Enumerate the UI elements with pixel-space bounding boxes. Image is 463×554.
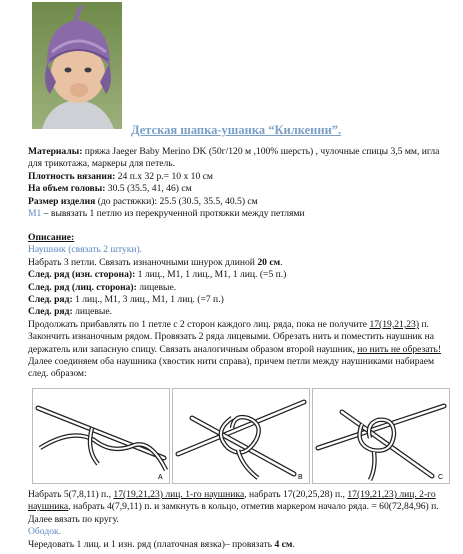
cast-on-length: 20 см — [257, 256, 281, 268]
illustration-b — [172, 388, 310, 484]
row3-line — [28, 294, 446, 306]
row1-label: След. ряд (изн. сторона): — [28, 269, 136, 281]
para3-earflap2: 17(19,21,23) лиц. 2-го наушника — [28, 489, 436, 513]
rim-end: . — [292, 538, 295, 550]
earflap-heading: Наушник (связать 2 штуки). — [28, 244, 143, 256]
m1-label: М1 — [28, 208, 42, 220]
illustration-a — [32, 388, 170, 484]
rim-length: 4 см — [274, 538, 293, 550]
density-line — [28, 171, 446, 183]
cast-on-line — [28, 257, 446, 269]
page-title: Детская шапка-ушанка “Килкенни”. — [131, 123, 342, 137]
row4-label: След. ряд: — [28, 306, 73, 318]
finished-size-line — [28, 196, 446, 208]
head-size-line — [28, 183, 446, 195]
baby-hat-photo — [32, 2, 122, 129]
description-section — [28, 232, 446, 381]
para3-text-a: Набрать 5(7,8,11) п., — [28, 489, 114, 500]
para1-count: 17(19,21,23) — [369, 318, 420, 330]
illustration-b-label: B — [298, 474, 303, 481]
cast-on-end: . — [280, 256, 283, 268]
illustration-a-label: A — [158, 474, 163, 481]
materials-line — [28, 146, 446, 171]
density-label: Плотность вязания: — [28, 170, 116, 182]
row4-text: лицевые. — [72, 306, 113, 318]
materials-text: пряжа Jaeger Baby Merino DK (50г/120 м ,100% шерсть) , чулочные спицы 3,5 мм, игла для трикотажа, маркеры для петель. — [28, 146, 440, 170]
rim-line — [28, 539, 446, 551]
para3-earflap1: 17(19,21,23) лиц. 1-го наушника — [113, 489, 245, 500]
row2-text: лицевые. — [136, 281, 177, 293]
illustration-c — [312, 388, 450, 484]
cast-on-illustrations — [32, 388, 450, 484]
cast-on-text: Набрать 3 петли. Связать изнаночными шнурок длиной — [28, 256, 258, 268]
bottom-section — [28, 489, 446, 551]
para1-text-c: п. Закончить изнаночным рядом. Провязать 2 ряда лицевыми. Обрезать нить и поместить наушник на держатель или запасную спицу. Связать аналогичным образом второй наушник, — [28, 318, 435, 355]
para3-text-c: , набрать 17(20,25,28) п., — [244, 489, 348, 500]
row2-line — [28, 282, 446, 294]
cast-on-join-paragraph — [28, 489, 446, 526]
row1-line — [28, 269, 446, 281]
join-paragraph: Далее соединяем оба наушника (хвостик нити справа), причем петли между наушниками набираем след. образом: — [28, 356, 435, 380]
materials-label: Материалы: — [28, 146, 83, 157]
head-size-text: 30.5 (35.5, 41, 46) см — [105, 183, 192, 195]
description-heading: Описание: — [28, 232, 75, 243]
para3-text-e: , набрать 4(7,9,11) п. и замкнуть в кольцо, отметив маркером начало ряда. = 60(72,84,96) п. Далее вязать по кругу. — [28, 501, 439, 525]
m1-line — [28, 208, 446, 220]
row3-label: След. ряд: — [28, 294, 73, 306]
materials-section — [28, 146, 446, 220]
head-size-label: На объем головы: — [28, 183, 106, 195]
density-text: 24 п.х 32 р.= 10 х 10 см — [115, 170, 213, 182]
para1-warning: но нить не обрезать! — [357, 343, 442, 355]
illustration-c-label: C — [438, 474, 444, 481]
finished-size-label: Размер изделия — [28, 195, 96, 207]
para1-text-a: Продолжать прибавлять по 1 петле с 2 сторон каждого лиц. ряда, пока не получите — [28, 318, 370, 330]
row3-text: 1 лиц., М1, 3 лиц., М1, 1 лиц. (=7 п.) — [72, 294, 224, 306]
m1-text: – вывязать 1 петлю из перекрученной протяжки между петлями — [41, 208, 305, 220]
rim-text: Чередовать 1 лиц. и 1 изн. ряд (платочная вязка)– провязать — [28, 538, 275, 550]
rim-heading: Ободок. — [28, 526, 62, 538]
row4-line — [28, 306, 446, 318]
finished-size-text: (до растяжки): 25.5 (30.5, 35.5, 40.5) см — [95, 195, 258, 207]
row2-label: След. ряд (лиц. сторона): — [28, 281, 137, 293]
row1-text: 1 лиц., М1, 1 лиц., М1, 1 лиц. (=5 п.) — [135, 269, 287, 281]
increase-paragraph — [28, 319, 446, 356]
